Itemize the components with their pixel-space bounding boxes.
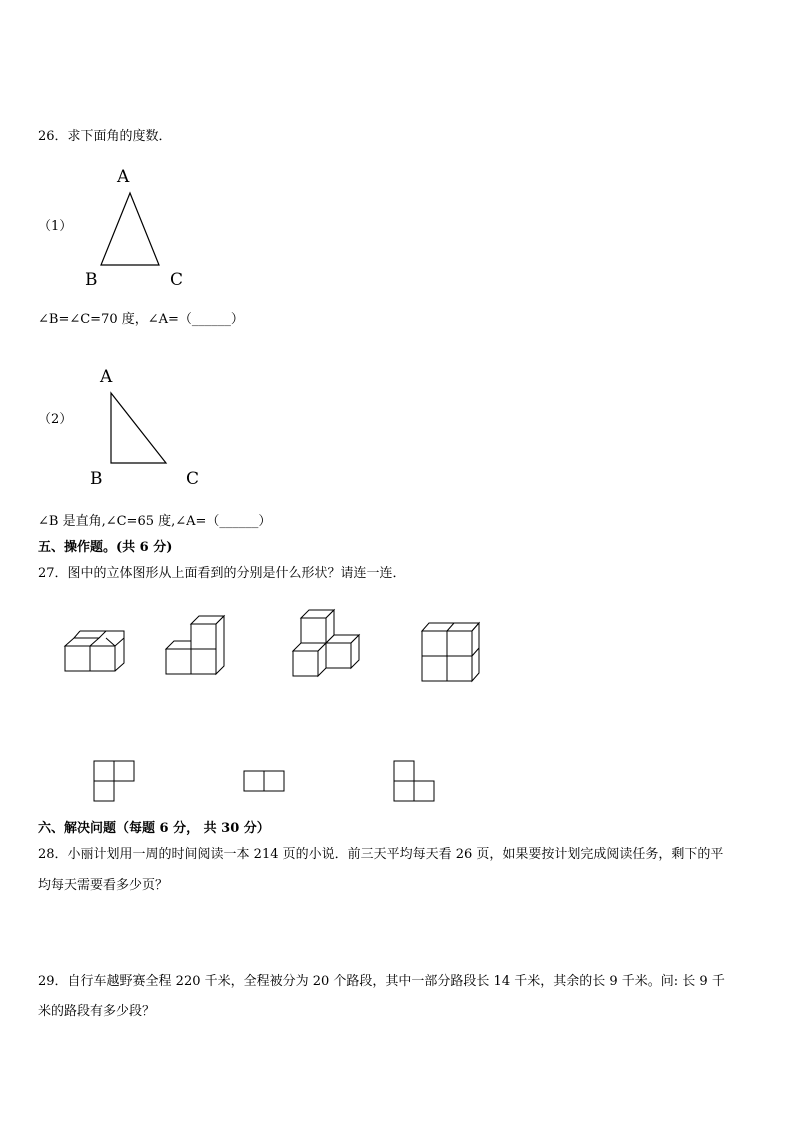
q26-part1-number: （1） <box>38 219 73 234</box>
solid-figure-4 <box>422 623 479 681</box>
q27-stem: 27．图中的立体图形从上面看到的分别是什么形状？请连一连． <box>38 566 406 581</box>
q26-part2-number: （2） <box>38 412 73 427</box>
solid-figure-2 <box>166 616 224 674</box>
section-5-heading: 五、操作题。(共 6 分) <box>38 540 173 555</box>
top-view-2 <box>244 771 284 791</box>
section-6-heading: 六、解决问题（每题 6 分， 共 30 分） <box>38 821 270 836</box>
triangle-2-label-c: C <box>186 469 200 489</box>
top-view-1 <box>94 761 134 801</box>
triangle-1-label-b: B <box>85 270 98 290</box>
q28-line-2: 均每天需要看多少页？ <box>38 878 169 893</box>
q26-part1-text: ∠B=∠C=70 度，∠A=（______） <box>38 312 244 327</box>
q28-line-1: 28．小丽计划用一周的时间阅读一本 214 页的小说．前三天平均每天看 26 页，如果要按计划完成阅读任务，剩下的平 <box>38 847 724 862</box>
triangle-1-label-a: A <box>117 167 130 187</box>
q26-stem: 26．求下面角的度数． <box>38 129 172 144</box>
q29-line-2: 米的路段有多少段？ <box>38 1004 156 1019</box>
solid-figure-1 <box>65 631 124 671</box>
triangle-1 <box>101 193 159 265</box>
q29-line-1: 29．自行车越野赛全程 220 千米，全程被分为 20 个路段，其中一部分路段长 14 千米，其余的长 9 千米。问: 长 9 千 <box>38 974 725 989</box>
triangle-2-label-b: B <box>90 469 103 489</box>
triangle-2 <box>111 393 166 463</box>
top-view-3 <box>394 761 434 801</box>
triangle-1-label-c: C <box>170 270 184 290</box>
triangle-2-label-a: A <box>100 367 113 387</box>
q26-part2-text: ∠B 是直角,∠C=65 度,∠A=（______） <box>38 514 272 529</box>
solid-figure-3 <box>293 610 359 676</box>
